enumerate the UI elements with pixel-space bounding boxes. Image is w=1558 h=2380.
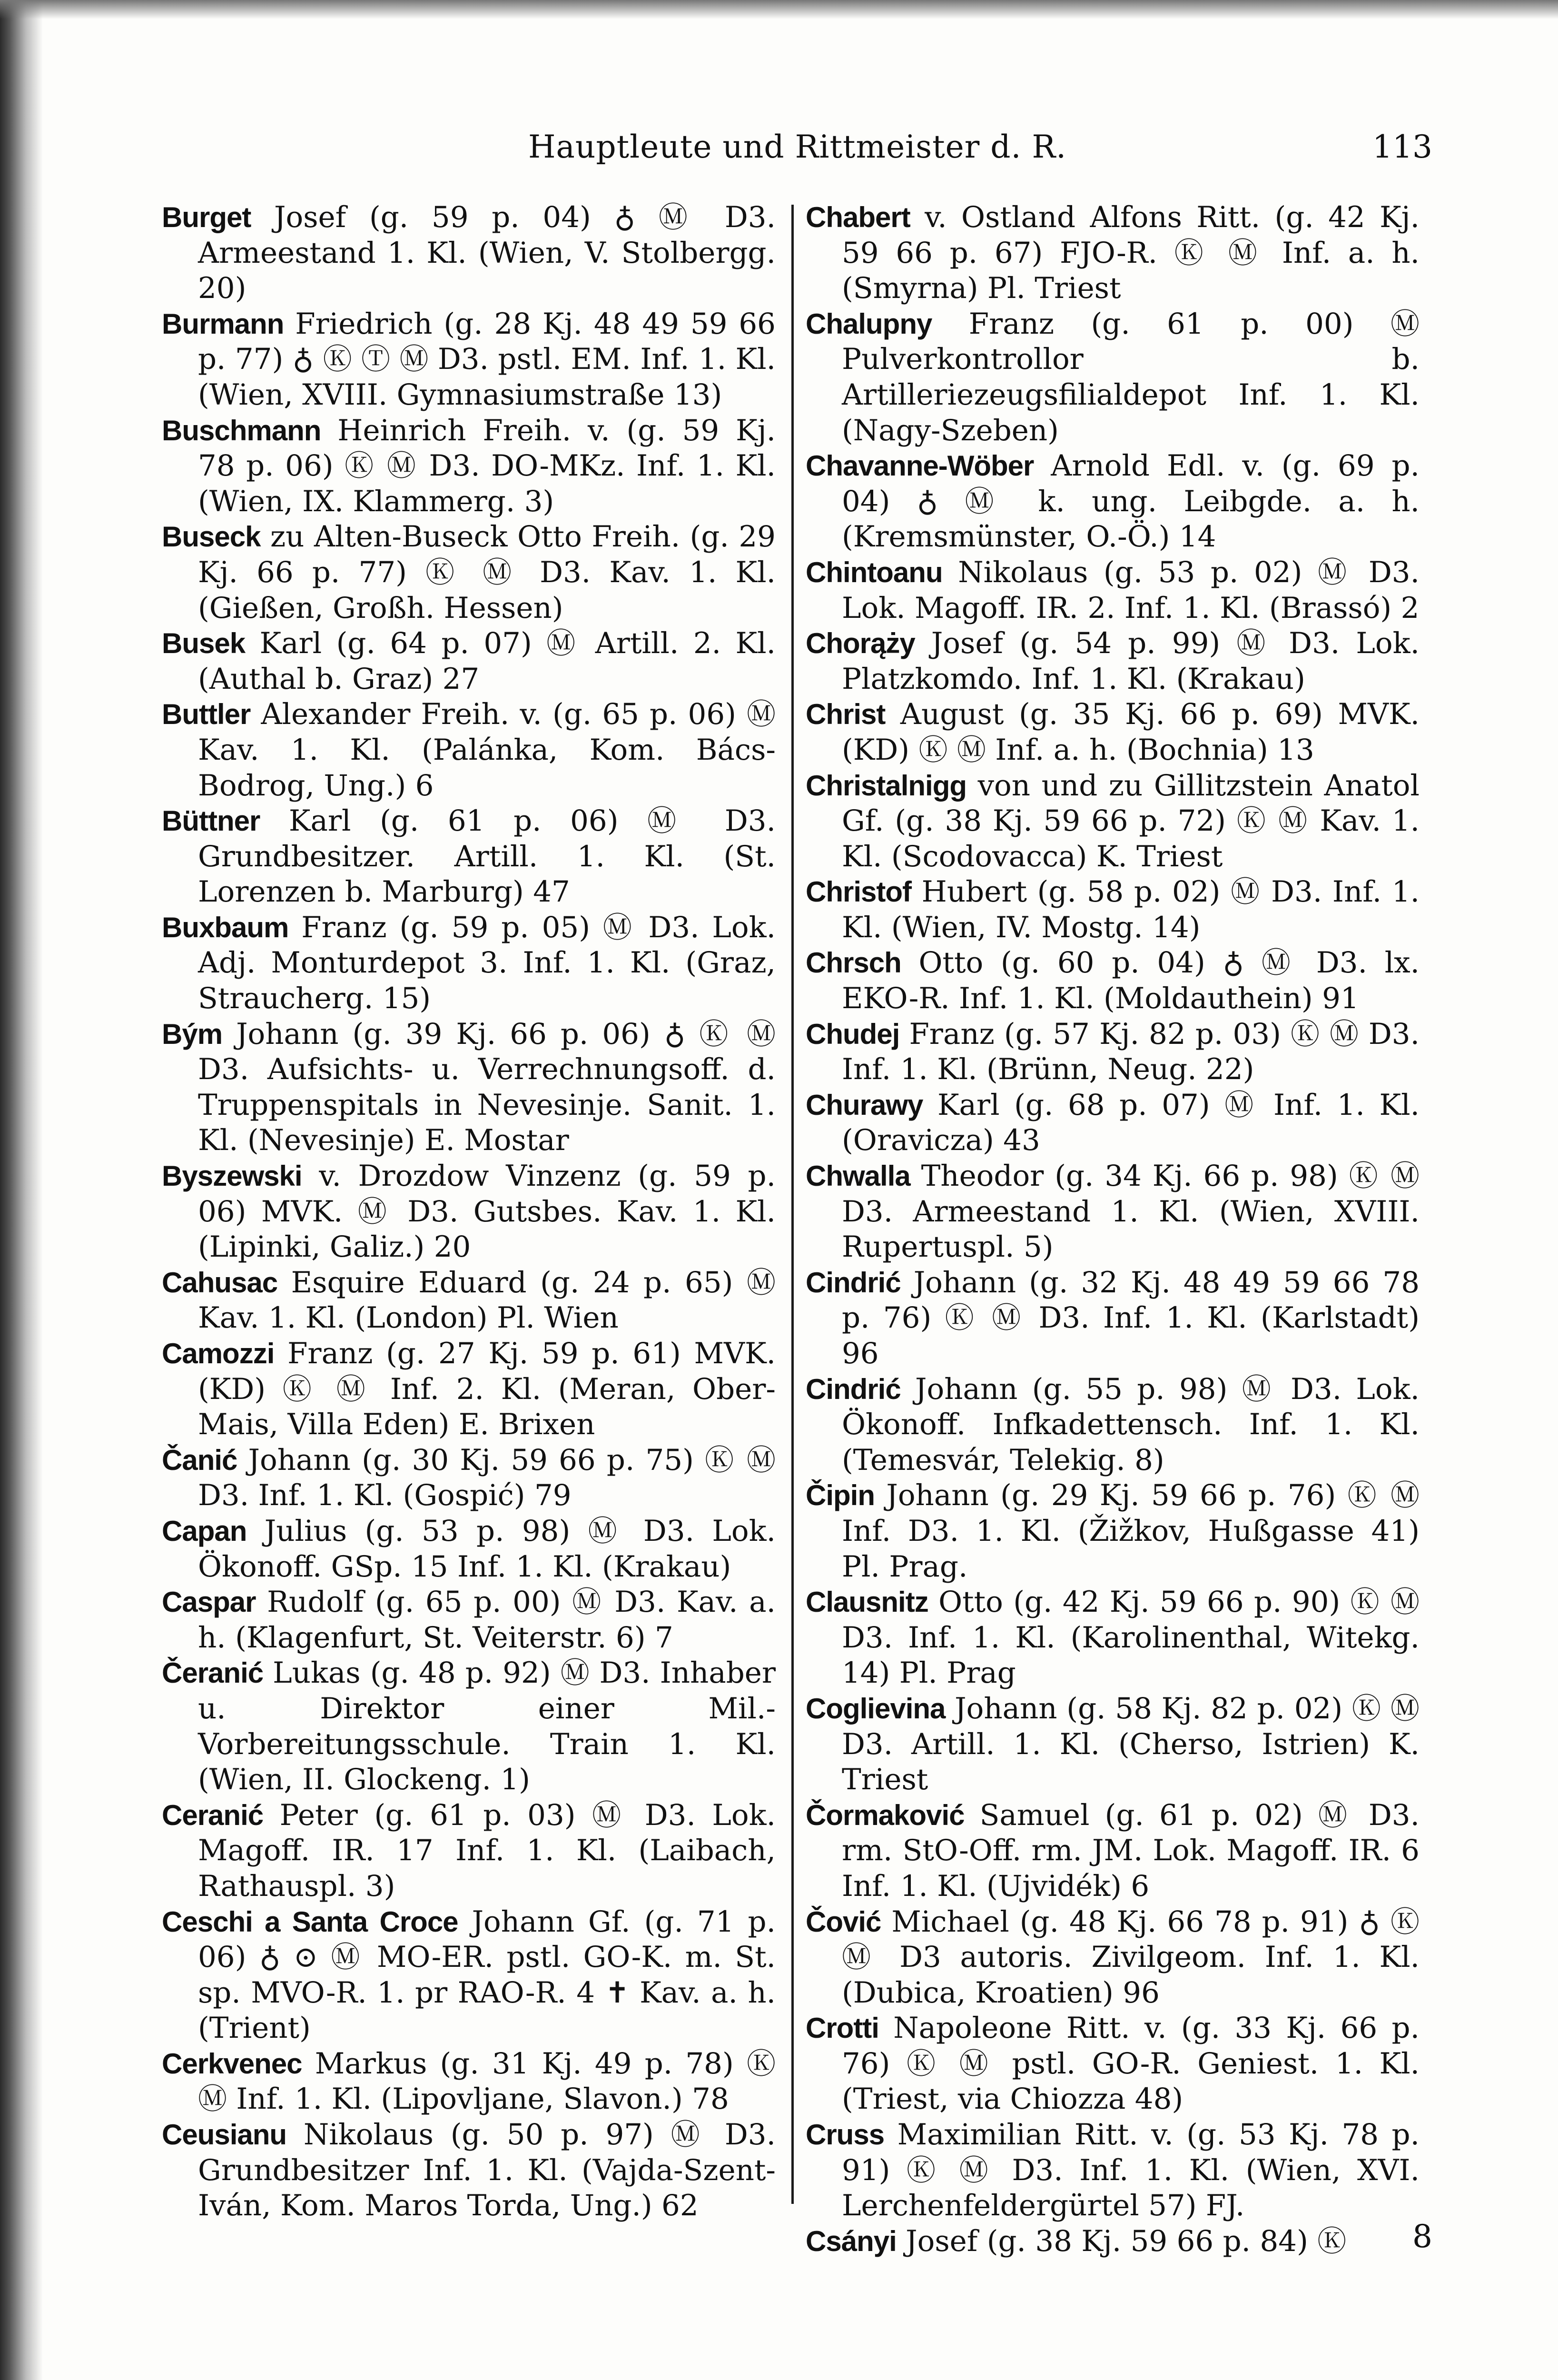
- directory-entry: [162, 1159, 776, 1265]
- entry-surname: Churawy: [806, 1089, 923, 1121]
- entry-surname: Cahusac: [162, 1266, 278, 1299]
- entry-surname: Büttner: [162, 805, 260, 837]
- directory-entry: [806, 874, 1420, 945]
- entry-details: Josef (g. 59 p. 04) ♁ Ⓜ D3. Armeestand 1. Kl. (Wien, V. Stolbergg. 20): [198, 200, 776, 306]
- entry-surname: Csányi: [806, 2225, 897, 2257]
- entry-surname: Christ: [806, 698, 886, 731]
- entry-details: v. Drozdow Vinzenz (g. 59 p. 06) MVK. Ⓜ D3. Gutsbes. Kav. 1. Kl. (Lipinki, Galiz.) 20: [198, 1159, 776, 1264]
- directory-entry: [806, 200, 1420, 307]
- entry-details: Johann (g. 39 Kj. 66 p. 06) ♁ Ⓚ Ⓜ D3. Aufsichts- u. Verrechnungsoff. d. Truppenspitals in Nevesinje. Sanit. 1. Kl. (Nevesinje) E. Mostar: [198, 1017, 776, 1158]
- directory-entry: [806, 1585, 1420, 1691]
- directory-entry: [162, 1017, 776, 1159]
- entry-details: Otto (g. 42 Kj. 59 66 p. 90) Ⓚ Ⓜ D3. Inf. 1. Kl. (Karolinenthal, Witekg. 14) Pl. Prag: [842, 1585, 1420, 1690]
- entry-details: Johann (g. 32 Kj. 48 49 59 66 78 p. 76) Ⓚ Ⓜ D3. Inf. 1. Kl. (Karlstadt) 96: [842, 1265, 1420, 1370]
- entry-details: Johann (g. 58 Kj. 82 p. 02) Ⓚ Ⓜ D3. Artill. 1. Kl. (Cherso, Istrien) K. Triest: [842, 1691, 1420, 1797]
- directory-entry: [162, 1514, 776, 1585]
- entry-details: Rudolf (g. 65 p. 00) Ⓜ D3. Kav. a. h. (Klagenfurt, St. Veiterstr. 6) 7: [198, 1585, 776, 1655]
- entry-surname: Camozzi: [162, 1338, 275, 1369]
- entry-surname: Chorąży: [806, 627, 915, 660]
- entry-details: Maximilian Ritt. v. (g. 53 Kj. 78 p. 91) Ⓚ Ⓜ D3. Inf. 1. Kl. (Wien, XVI. Lerchenfeldergürtel 57) FJ.: [842, 2118, 1420, 2223]
- directory-entry: [162, 1656, 776, 1797]
- page-number: 113: [1372, 129, 1432, 165]
- directory-entry: [162, 1585, 776, 1656]
- directory-entry: [806, 1265, 1420, 1372]
- entry-details: zu Alten-Buseck Otto Freih. (g. 29 Kj. 66 p. 77) Ⓚ Ⓜ D3. Kav. 1. Kl. (Gießen, Großh. Hessen): [198, 520, 776, 625]
- entry-details: Friedrich (g. 28 Kj. 48 49 59 66 p. 77) ♁ Ⓚ Ⓣ Ⓜ D3. pstl. EM. Inf. 1. Kl. (Wien, XVIII. Gymnasiumstraße 13): [198, 307, 776, 412]
- entry-details: Arnold Edl. v. (g. 69 p. 04) ♁ Ⓜ k. ung. Leibgde. a. h. (Kremsmünster, O.-Ö.) 14: [842, 449, 1420, 554]
- entry-details: Josef (g. 38 Kj. 59 66 p. 84) Ⓚ: [896, 2224, 1347, 2258]
- entry-details: Franz (g. 59 p. 05) Ⓜ D3. Lok. Adj. Monturdepot 3. Inf. 1. Kl. (Graz, Straucherg. 15): [198, 910, 776, 1016]
- directory-entry: [806, 768, 1420, 875]
- directory-entry: [162, 2046, 776, 2117]
- entry-details: Karl (g. 68 p. 07) Ⓜ Inf. 1. Kl. (Oravicza) 43: [842, 1088, 1420, 1158]
- entry-details: Lukas (g. 48 p. 92) Ⓜ D3. Inhaber u. Direktor einer Mil.-Vorbereitungsschule. Train 1. Kl. (Wien, II. Glockeng. 1): [198, 1656, 776, 1797]
- entry-surname: Čović: [806, 1905, 881, 1938]
- entry-surname: Chwalla: [806, 1160, 910, 1192]
- entry-details: Heinrich Freih. v. (g. 59 Kj. 78 p. 06) Ⓚ Ⓜ D3. DO-MKz. Inf. 1. Kl. (Wien, IX. Klammerg. 3): [198, 413, 776, 518]
- entry-surname: Burmann: [162, 307, 284, 340]
- directory-entry: [162, 1336, 776, 1443]
- directory-entry: [162, 413, 776, 520]
- entry-surname: Caspar: [162, 1586, 256, 1618]
- entry-surname: Čipin: [806, 1479, 875, 1512]
- entry-surname: Čeranić: [162, 1657, 264, 1689]
- entry-surname: Capan: [162, 1515, 247, 1547]
- entry-surname: Buseck: [162, 521, 261, 553]
- entry-surname: Ceschi a Santa Croce: [162, 1905, 458, 1938]
- entry-details: Franz (g. 61 p. 00) Ⓜ Pulverkontrollor b. Artilleriezeugsfilialdepot Inf. 1. Kl. (Nagy-Szeben): [842, 307, 1420, 447]
- directory-entry: [806, 1017, 1420, 1088]
- directory-entry: [806, 626, 1420, 697]
- entry-surname: Cerkvenec: [162, 2047, 302, 2080]
- directory-entry: [162, 626, 776, 697]
- directory-entry: [806, 1159, 1420, 1265]
- entry-details: Alexander Freih. v. (g. 65 p. 06) Ⓜ Kav. 1. Kl. (Palánka, Kom. Bács-Bodrog, Ung.) 6: [198, 697, 776, 803]
- directory-entry: [162, 1904, 776, 2046]
- right-column: [806, 200, 1420, 2259]
- directory-entry: [806, 448, 1420, 555]
- page-header: [162, 129, 1432, 181]
- entry-details: von und zu Gillitzstein Anatol Gf. (g. 38 Kj. 59 66 p. 72) Ⓚ Ⓜ Kav. 1. Kl. (Scodovacca) K. Triest: [842, 768, 1420, 873]
- entry-surname: Chintoanu: [806, 556, 943, 588]
- entry-details: Hubert (g. 58 p. 02) Ⓜ D3. Inf. 1. Kl. (Wien, IV. Mostg. 14): [842, 875, 1420, 944]
- entry-surname: Crotti: [806, 2012, 879, 2044]
- entry-surname: Cindrić: [806, 1373, 901, 1405]
- directory-entry: [162, 519, 776, 626]
- directory-entry: [806, 1691, 1420, 1798]
- entry-details: Markus (g. 31 Kj. 49 p. 78) Ⓚ Ⓜ Inf. 1. Kl. (Lipovljane, Slavon.) 78: [198, 2046, 776, 2116]
- entry-details: Johann (g. 30 Kj. 59 66 p. 75) Ⓚ Ⓜ D3. Inf. 1. Kl. (Gospić) 79: [198, 1443, 776, 1513]
- left-column: [162, 200, 776, 2224]
- directory-entry: [162, 200, 776, 307]
- directory-entry: [806, 1798, 1420, 1904]
- directory-entry: [806, 307, 1420, 448]
- entry-details: Josef (g. 54 p. 99) Ⓜ D3. Lok. Platzkomdo. Inf. 1. Kl. (Krakau): [842, 626, 1420, 696]
- entry-details: Johann (g. 29 Kj. 59 66 p. 76) Ⓚ Ⓜ Inf. D3. 1. Kl. (Žižkov, Hußgasse 41) Pl. Prag.: [842, 1478, 1420, 1584]
- entry-surname: Burget: [162, 201, 251, 233]
- printer-signature-mark: 8: [1412, 2218, 1432, 2255]
- entry-surname: Chudej: [806, 1018, 900, 1050]
- directory-entry: [806, 1088, 1420, 1159]
- directory-entry: [806, 945, 1420, 1016]
- entry-details: v. Ostland Alfons Ritt. (g. 42 Kj. 59 66 p. 67) FJO-R. Ⓚ Ⓜ Inf. a. h. (Smyrna) Pl. Triest: [842, 200, 1420, 306]
- entry-details: Franz (g. 27 Kj. 59 p. 61) MVK. (KD) Ⓚ Ⓜ Inf. 2. Kl. (Meran, Ober-Mais, Villa Eden) E. Brixen: [198, 1337, 776, 1442]
- directory-entry: [806, 2011, 1420, 2117]
- entry-surname: Chabert: [806, 201, 910, 233]
- entry-surname: Buxbaum: [162, 911, 289, 943]
- scan-top-shadow: [0, 0, 1558, 19]
- directory-entry: [162, 803, 776, 910]
- entry-surname: Buttler: [162, 698, 251, 731]
- entry-details: Karl (g. 61 p. 06) Ⓜ D3. Grundbesitzer. Artill. 1. Kl. (St. Lorenzen b. Marburg) 47: [198, 804, 776, 909]
- directory-entry: [162, 1443, 776, 1514]
- entry-surname: Chavanne-Wöber: [806, 450, 1034, 482]
- entry-surname: Ceusianu: [162, 2119, 287, 2151]
- directory-entry: [806, 2117, 1420, 2224]
- entry-surname: Chrsch: [806, 947, 901, 979]
- directory-entry: [806, 1372, 1420, 1478]
- entry-details: Nikolaus (g. 50 p. 97) Ⓜ D3. Grundbesitzer Inf. 1. Kl. (Vajda-Szent-Iván, Kom. Maros Torda, Ung.) 62: [198, 2118, 776, 2223]
- directory-entry: [806, 697, 1420, 768]
- entry-surname: Ceranić: [162, 1799, 264, 1831]
- entry-surname: Bým: [162, 1018, 223, 1050]
- entry-surname: Coglievina: [806, 1692, 946, 1725]
- directory-entry: [806, 1904, 1420, 2011]
- entry-details: Samuel (g. 61 p. 02) Ⓜ D3. rm. StO-Off. rm. JM. Lok. Magoff. IR. 6 Inf. 1. Kl. (Ujvidék) 6: [842, 1798, 1420, 1903]
- directory-entry: [806, 1478, 1420, 1585]
- entry-details: Otto (g. 60 p. 04) ♁ Ⓜ D3. lx. EKO-R. Inf. 1. Kl. (Moldauthein) 91: [842, 946, 1420, 1016]
- entry-surname: Čanić: [162, 1444, 237, 1476]
- column-divider: [791, 205, 794, 2204]
- entry-details: Karl (g. 64 p. 07) Ⓜ Artill. 2. Kl. (Authal b. Graz) 27: [198, 626, 776, 696]
- directory-entry: [806, 555, 1420, 626]
- entry-details: Johann (g. 55 p. 98) Ⓜ D3. Lok. Ökonoff. Infkadettensch. Inf. 1. Kl. (Temesvár, Telekig. 8): [842, 1372, 1420, 1477]
- entry-details: Napoleone Ritt. v. (g. 33 Kj. 66 p. 76) Ⓚ Ⓜ pstl. GO-R. Geniest. 1. Kl. (Triest, via Chiozza 48): [842, 2011, 1420, 2116]
- entry-details: Franz (g. 57 Kj. 82 p. 03) Ⓚ Ⓜ D3. Inf. 1. Kl. (Brünn, Neug. 22): [842, 1017, 1420, 1087]
- entry-details: Nikolaus (g. 53 p. 02) Ⓜ D3. Lok. Magoff. IR. 2. Inf. 1. Kl. (Brassó) 2: [842, 555, 1420, 625]
- entry-details: Julius (g. 53 p. 98) Ⓜ D3. Lok. Ökonoff. GSp. 15 Inf. 1. Kl. (Krakau): [198, 1514, 776, 1584]
- entry-surname: Cruss: [806, 2119, 885, 2151]
- entry-details: Esquire Eduard (g. 24 p. 65) Ⓜ Kav. 1. Kl. (London) Pl. Wien: [198, 1265, 776, 1335]
- entry-surname: Buschmann: [162, 414, 321, 446]
- running-title: Hauptleute und Rittmeister d. R.: [528, 129, 1067, 165]
- entry-surname: Christof: [806, 876, 911, 908]
- entry-surname: Busek: [162, 627, 246, 660]
- entry-surname: Čormaković: [806, 1799, 965, 1831]
- entry-details: Peter (g. 61 p. 03) Ⓜ D3. Lok. Magoff. IR. 17 Inf. 1. Kl. (Laibach, Rathauspl. 3): [198, 1798, 776, 1903]
- directory-entry: [806, 2224, 1420, 2260]
- entry-surname: Byszewski: [162, 1160, 302, 1192]
- entry-details: Michael (g. 48 Kj. 66 78 p. 91) ♁ Ⓚ Ⓜ D3 autoris. Zivilgeom. Inf. 1. Kl. (Dubica, Kroatien) 96: [842, 1904, 1420, 2010]
- entry-details: August (g. 35 Kj. 66 p. 69) MVK. (KD) Ⓚ Ⓜ Inf. a. h. (Bochnia) 13: [842, 697, 1420, 767]
- entry-surname: Christalnigg: [806, 769, 967, 802]
- directory-entry: [162, 307, 776, 413]
- scan-edge-shadow: [0, 0, 43, 2380]
- entry-surname: Clausnitz: [806, 1586, 928, 1618]
- directory-entry: [162, 1798, 776, 1904]
- directory-entry: [162, 1265, 776, 1336]
- directory-entry: [162, 910, 776, 1017]
- entry-surname: Chalupny: [806, 307, 932, 340]
- directory-entry: [162, 697, 776, 803]
- entry-details: Johann Gf. (g. 71 p. 06) ♁ ⊙ Ⓜ MO-ER. pstl. GO-K. m. St. sp. MVO-R. 1. pr RAO-R. 4 ✝ Kav. a. h. (Trient): [198, 1904, 776, 2045]
- directory-entry: [162, 2117, 776, 2224]
- entry-details: Theodor (g. 34 Kj. 66 p. 98) Ⓚ Ⓜ D3. Armeestand 1. Kl. (Wien, XVIII. Rupertuspl. 5): [842, 1159, 1420, 1264]
- entry-surname: Cindrić: [806, 1266, 901, 1299]
